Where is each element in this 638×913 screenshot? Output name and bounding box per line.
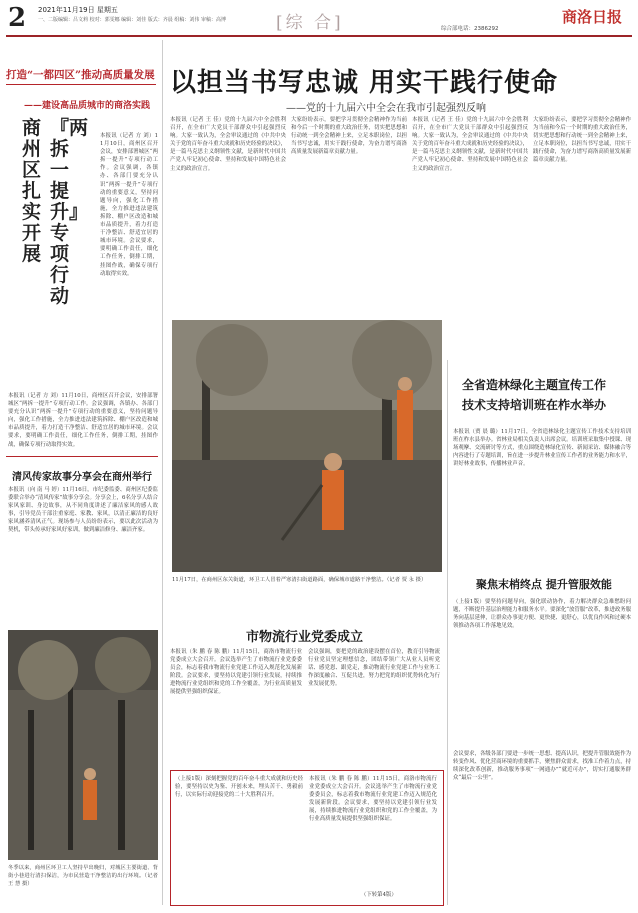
photo-illustration xyxy=(8,630,158,860)
header-rule xyxy=(6,35,632,37)
vertical-headline-1: 商州区扎实开展 xyxy=(22,117,42,265)
main-subheadline: ——党的十九届六中全会在我市引起强烈反响 xyxy=(286,103,486,114)
newspaper-brand: 商洛日报 xyxy=(562,8,623,26)
page-number: 2 xyxy=(8,3,27,33)
article5-text: （上接1版）要坚持问题导向，强化联动协作，着力解决群众急难愁盼问题，不断提升基层治理能力和服务水平。要深化“放管服”改革，推进政务服务向基层延伸，让群众办事更方便、更快捷、更舒心，以优良作风和过硬本领推动各项工作落地见效。 xyxy=(453,599,631,630)
section-label: [综 合] xyxy=(276,13,344,33)
editor-credits: 一、二版编辑：吕文莉 校对：郭雯娜 编辑：刘佳 版式：齐晨 组稿：刘伟 审稿：高博 xyxy=(38,17,226,23)
kicker-rule xyxy=(6,84,156,85)
main-text-col1: 本报讯（记者 王 佳）党的十九届六中全会胜利召开，在全市广大党员干部群众中引起强烈反响。大家一致认为，全会审议通过的《中共中央关于党的百年奋斗重大成就和历史经验的决议》，是一篇马克思主义纲领性文献，是新时代中国共产党人牢记初心使命、坚持和发展中国特色社会主义的政治宣言。 xyxy=(170,117,286,172)
series-kicker: 打造“一都四区”推动高质量发展 xyxy=(6,69,155,81)
photo-caption-left xyxy=(8,864,158,898)
issue-date: 2021年11月19日 星期五 xyxy=(38,6,118,14)
photo-credit-main: （记者 贾 永 摄） xyxy=(386,577,427,583)
series-subtitle: ——建设高品质城市的商洛实践 xyxy=(24,101,151,111)
article4-text: 本报讯（贾 晨 璐）11月17日，全省造林绿化主题宣传工作技术支持培训班在柞水县举办。省林业局相关负责人出席会议。培训班采取集中授课、现场观摩、交流研讨等方式，重点围绕造林绿化宣传、新闻采访、媒体融合等内容进行了专题培训，旨在进一步提升林业宣传工作者的业务能力和水平，讲好林业故事，传播林业声音。 xyxy=(453,429,631,468)
quote-credit: （下转第4版） xyxy=(361,892,397,898)
dept-phone: 综合部电话：2386292 xyxy=(441,26,499,32)
photo-caption-main xyxy=(172,576,442,594)
article3-text2: 会议强调，要把党的政治建设摆在首位，教育引导物流行业党员坚定理想信念，团结带领广大从业人员听党话、感党恩、跟党走，推动物流行业党建工作与业务工作深度融合、互促共进，努力把党的组织优势转化为行业发展优势。 xyxy=(308,649,440,688)
article2-text: 本报讯（向 南 马 婷）11月16日，市纪委监委、商州区纪委监委联合举办“清风传家”故事分享会。分享会上，6名分享人结合家风家训、身边故事，从不同角度讲述了廉洁家风的感人故事，引导党员干部注重家庭、家教、家风，以清正廉洁的良好家风涵养清风正气。现场参与人员纷纷表示，要以此次活动为契机，带头传承好家风好家训，做到廉洁修身、廉洁齐家。 xyxy=(8,487,158,534)
article3-title: 市物流行业党委成立 xyxy=(246,630,364,645)
article5-title: 聚焦末梢终点 提升管服效能 xyxy=(476,578,612,591)
article2-title: 清风传家故事分享会在商州举行 xyxy=(12,472,152,483)
photo-illustration-main xyxy=(172,320,442,572)
column-rule xyxy=(162,40,163,905)
article4-title-line2: 技术支持培训班在柞水举办 xyxy=(462,398,607,412)
continued-box xyxy=(170,770,444,906)
article-text-1-cont: 本报讯（记者 方 刘）11月10日，商州区召开会议，安排部署城区“两拆一提升”专项行动工作。会议强调，各镇办、各部门要充分认识“两拆一提升”专项行动的重要意义，坚持问题导向，强化工作措施，全力推进违法建筑拆除、棚户区改造和城市品质提升，着力打造干净整洁、舒适宜居的城市环境。会议要求，要明确工作责任，细化工作任务，倒排工期，挂图作战，确保专项行动取得实效。 xyxy=(8,393,158,448)
quote-text: （上接1版）深刻把握党的百年奋斗重大成就和历史经验，要坚持以史为鉴、开创未来，埋头苦干、勇毅前行，以实际行动迎接党的二十大胜利召开。 xyxy=(175,776,303,799)
main-text-col2: 大家纷纷表示，要把学习贯彻全会精神作为当前和今后一个时期的重大政治任务，切实把思想和行动统一到全会精神上来，立足本职岗位，以担当书写忠诚，用实干践行使命，为奋力谱写商洛高质量发展新篇章贡献力量。 xyxy=(291,117,407,156)
vertical-headline-2: 『两拆一提升』专项行动 xyxy=(50,117,89,307)
article-text-1: 本报讯（记者 方 刘）11月10日，商州区召开会议，安排部署城区“两拆一提升”专项行动工作。会议强调，各镇办、各部门要充分认识“两拆一提升”专项行动的重要意义，坚持问题导向，强化工作措施，全力推进违法建筑拆除、棚户区改造和城市品质提升，着力打造干净整洁、舒适宜居的城市环境。会议要求，要明确工作责任，细化工作任务，倒排工期，挂图作战，确保专项行动取得实效。 xyxy=(100,133,158,277)
photo-caption-left-text: 冬季以来，商州区环卫工人坚持早出晚归，对城区主要街道、背街小巷进行清扫保洁，为市民营造干净整洁的出行环境。 xyxy=(8,865,158,879)
quote-text-2: 本报讯（朱 鹏 春 陈 鹏）11月15日，商洛市物流行业党委成立大会召开。会议选举产生了市物流行业党委委员会，标志着我市物流行业党建工作迈入规范化发展新阶段。会议要求，要坚持以党建引领行业发展，持续推进物流行业党组织和党的工作全覆盖，为行业高质量发展提供坚强组织保证。 xyxy=(309,776,437,823)
photo-caption-main-text: 11月17日，在商州区东关街道，环卫工人冒着严寒清扫街道路面，确保城市道路干净整洁。 xyxy=(172,577,387,583)
main-text-col4: 大家纷纷表示，要把学习贯彻全会精神作为当前和今后一个时期的重大政治任务，切实把思想和行动统一到全会精神上来，立足本职岗位，以担当书写忠诚，用实干践行使命，为奋力谱写商洛高质量发展新篇章贡献力量。 xyxy=(533,117,631,164)
article4-title-line1: 全省造林绿化主题宣传工作 xyxy=(462,378,607,392)
article5-text2: 会议要求，各级各部门要进一步统一思想、提高认识，把提升管服效能作为转变作风、优化营商环境的重要抓手，聚焦群众需求，找准工作着力点，持续深化改革创新，推动服务事项“一网通办”“就近可办”，切实打通服务群众“最后一公里”。 xyxy=(453,751,631,782)
sanitation-worker-photo xyxy=(172,320,442,572)
main-text-col3: 本报讯（记者 王 佳）党的十九届六中全会胜利召开，在全市广大党员干部群众中引起强烈反响。大家一致认为，全会审议通过的《中共中央关于党的百年奋斗重大成就和历史经验的决议》，是一篇马克思主义纲领性文献，是新时代中国共产党人牢记初心使命、坚持和发展中国特色社会主义的政治宣言。 xyxy=(412,117,528,172)
main-headline: 以担当书写忠诚 用实干践行使命 xyxy=(170,68,559,98)
column-rule-2 xyxy=(447,360,448,905)
photo-credit-left: （记者 王 慧 摄） xyxy=(8,873,158,887)
divider xyxy=(6,456,158,457)
street-sweeping-photo xyxy=(8,630,158,860)
article3-text: 本报讯（朱 鹏 春 陈 鹏）11月15日，商洛市物流行业党委成立大会召开。会议选举产生了市物流行业党委委员会，标志着我市物流行业党建工作迈入规范化发展新阶段。会议要求，要坚持以党建引领行业发展，持续推进物流行业党组织和党的工作全覆盖，为行业高质量发展提供坚强组织保证。 xyxy=(170,649,302,696)
